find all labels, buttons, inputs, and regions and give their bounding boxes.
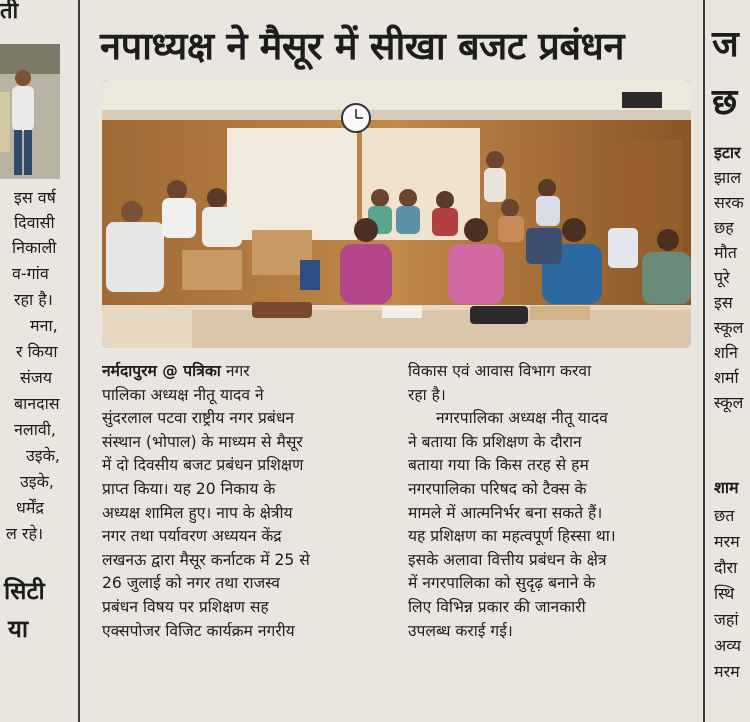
article-column-2 <box>408 360 696 643</box>
right-fragment: इटार <box>714 143 741 162</box>
article-line: एक्सपोजर विजिट कार्यक्रम नगरीय <box>102 621 295 640</box>
right-fragment: जहां <box>714 610 739 629</box>
right-fragment: छ <box>712 82 738 123</box>
article-line: अध्यक्ष शामिल हुए। नाप के क्षेत्रीय <box>102 503 293 522</box>
article-line: लखनऊ द्वारा मैसूर कर्नाटक में 25 से <box>102 550 310 569</box>
article-line: विकास एवं आवास विभाग करवा <box>408 362 592 380</box>
article-line: नगरपालिका परिषद को टैक्स के <box>408 479 587 498</box>
left-fragment: सिटी <box>4 577 45 605</box>
left-fragment: व-गांव <box>12 264 49 283</box>
left-fragment: दिवासी <box>14 213 55 232</box>
left-fragment: संजय <box>20 368 52 387</box>
article-line: प्राप्त किया। यह 20 निकाय के <box>102 479 276 498</box>
left-fragment: उइके, <box>26 446 60 465</box>
right-fragment: सरक <box>714 193 744 212</box>
right-fragment: छह <box>714 218 734 237</box>
left-fragment: या <box>8 615 29 643</box>
left-fragment: ल रहे। <box>6 524 44 543</box>
left-fragment: बानदास <box>14 394 60 413</box>
article-line: लिए विभिन्न प्रकार की जानकारी <box>408 597 586 616</box>
column-rule <box>703 0 705 722</box>
right-fragment: मरम <box>714 532 740 551</box>
left-fragment: मना, <box>30 316 58 335</box>
right-fragment: अव्य <box>714 636 741 655</box>
article-line: बताया गया कि किस तरह से हम <box>408 456 589 475</box>
article-line: ने बताया कि प्रशिक्षण के दौरान <box>408 432 582 451</box>
right-fragment: छत <box>714 506 735 525</box>
right-fragment: इस <box>714 293 733 312</box>
article-line: प्रबंधन विषय पर प्रशिक्षण सह <box>102 597 269 616</box>
left-photo <box>0 44 60 179</box>
article-line: नगर तथा पर्यावरण अध्ययन केंद्र <box>102 527 282 546</box>
right-fragment: स्थि <box>714 584 735 603</box>
article-line: यह प्रशिक्षण का महत्वपूर्ण हिस्सा था। <box>408 527 616 546</box>
article-line: संस्थान (भोपाल) के माध्यम से मैसूर <box>102 432 303 451</box>
right-fragment: स्कूल <box>714 393 744 412</box>
left-fragment: उइके, <box>20 472 54 491</box>
right-fragment: स्कूल <box>714 318 744 337</box>
article-line: नगरपालिका अध्यक्ष नीतू यादव <box>436 409 608 428</box>
article-line: सुंदरलाल पटवा राष्ट्रीय नगर प्रबंधन <box>102 409 295 428</box>
column-rule <box>78 0 80 722</box>
article-line: में नगरपालिका को सुदृढ़ बनाने के <box>408 574 596 593</box>
right-fragment: दौरा <box>714 558 738 577</box>
article-line: रहा है। <box>408 385 446 404</box>
right-fragment: पूरे <box>714 268 730 287</box>
article-line: उपलब्ध कराई गई। <box>408 621 513 640</box>
article-line: पालिका अध्यक्ष नीतू यादव ने <box>102 385 264 404</box>
article-line: 26 जुलाई को नगर तथा राजस्व <box>102 574 280 593</box>
left-fragment: इस वर्ष <box>14 188 56 207</box>
news-photo <box>102 80 691 348</box>
left-fragment: नलावी, <box>14 420 56 439</box>
left-fragment: रहा है। <box>14 290 53 309</box>
left-column-fragment <box>0 0 76 722</box>
dateline: नर्मदापुरम @ पत्रिका <box>102 362 221 380</box>
article-line: मामले में आत्मनिर्भर बना सकते हैं। <box>408 503 603 522</box>
headline: नपाध्यक्ष ने मैसूर में सीखा बजट प्रबंधन <box>100 24 625 68</box>
right-fragment: झाल <box>714 168 742 187</box>
right-fragment: शनि <box>714 343 738 362</box>
right-fragment: मौत <box>714 243 737 262</box>
article-line: में दो दिवसीय बजट प्रबंधन प्रशिक्षण <box>102 456 304 475</box>
article-column-1 <box>102 360 390 643</box>
article-line: नर्मदापुरम @ पत्रिका नगर <box>102 362 250 380</box>
left-fragment: ती <box>0 0 19 24</box>
right-fragment: मरम <box>714 662 740 681</box>
left-fragment: धर्मेंद्र <box>16 498 44 517</box>
left-fragment: र किया <box>16 342 58 361</box>
right-column-fragment <box>708 0 750 722</box>
right-fragment: ज <box>712 24 739 65</box>
right-fragment: शर्मा <box>714 368 739 387</box>
article-line: इसके अलावा वित्तीय प्रबंधन के क्षेत्र <box>408 550 607 569</box>
right-fragment: शाम <box>714 478 739 497</box>
left-fragment: निकाली <box>12 238 57 257</box>
